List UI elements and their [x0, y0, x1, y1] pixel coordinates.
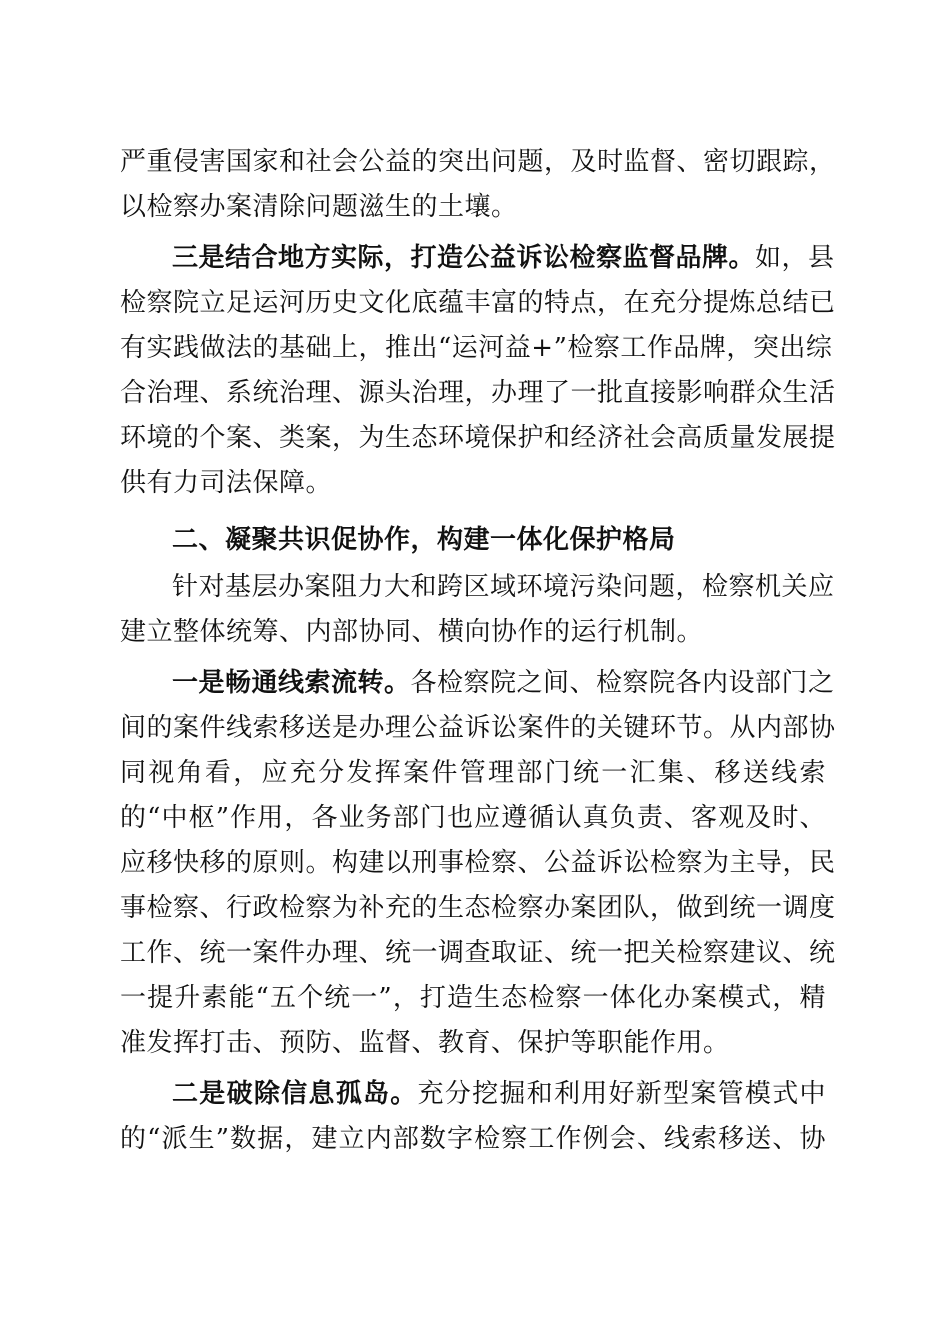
lead-sentence: 三是结合地方实际，打造公益诉讼检察监督品牌。: [172, 243, 756, 273]
text-line: 合治理、系统治理、源头治理，办理了一批直接影响群众生活: [120, 378, 836, 408]
text-line: 事检察、行政检察为补充的生态检察办案团队，做到统一调度: [120, 893, 836, 923]
text-line: 准发挥打击、预防、监督、教育、保护等职能作用。: [120, 1028, 730, 1058]
text-line: [120, 1072, 826, 1117]
text-line: 有实践做法的基础上，推出“运河益+”检察工作品牌，突出综: [120, 333, 833, 363]
text-line: 一提升素能“五个统一”，打造生态检察一体化办案模式，精: [120, 983, 826, 1013]
text-line: 严重侵害国家和社会公益的突出问题，及时监督、密切跟踪，: [120, 147, 836, 177]
paragraph-mechanism: [120, 565, 835, 655]
section-heading: [120, 518, 826, 563]
text-line: 工作、统一案件办理、统一调查取证、统一把关检察建议、统: [120, 938, 836, 968]
text-line: 供有力司法保障。: [120, 468, 333, 498]
text-line: 环境的个案、类案，为生态环境保护和经济社会高质量发展提: [120, 423, 836, 453]
text-fragment: 如，县: [755, 243, 835, 273]
text-line: 的“中枢”作用，各业务部门也应遵循认真负责、客观及时、: [120, 803, 826, 833]
text-line: [120, 236, 835, 281]
text-line: 间的案件线索移送是办理公益诉讼案件的关键环节。从内部协: [120, 713, 836, 743]
text-fragment: 各检察院之间、检察院各内设部门之: [410, 668, 835, 698]
text-line: [120, 661, 835, 706]
lead-sentence: 二是破除信息孤岛。: [172, 1079, 418, 1109]
text-line: 以检察办案清除问题滋生的土壤。: [120, 192, 518, 222]
paragraph-brand: [120, 236, 836, 506]
text-fragment: 充分挖掘和利用好新型案管模式中: [417, 1079, 826, 1109]
text-line: 针对基层办案阻力大和跨区域环境污染问题，检察机关应: [172, 572, 835, 602]
document-page: [120, 140, 836, 1162]
text-line: 的“派生”数据，建立内部数字检察工作例会、线索移送、协: [120, 1124, 826, 1154]
heading-text: 二、凝聚共识促协作，构建一体化保护格局: [172, 525, 676, 555]
lead-sentence: 一是畅通线索流转。: [172, 668, 411, 698]
paragraph-continuation: [120, 140, 836, 230]
text-line: 同视角看，应充分发挥案件管理部门统一汇集、移送线索: [120, 758, 826, 788]
text-line: 检察院立足运河历史文化底蕴丰富的特点，在充分提炼总结已: [120, 288, 836, 318]
text-line: 建立整体统筹、内部协同、横向协作的运行机制。: [120, 617, 704, 647]
paragraph-clue-flow: [120, 661, 836, 1066]
paragraph-info-islands: [120, 1072, 826, 1162]
text-line: 应移快移的原则。构建以刑事检察、公益诉讼检察为主导，民: [120, 848, 836, 878]
